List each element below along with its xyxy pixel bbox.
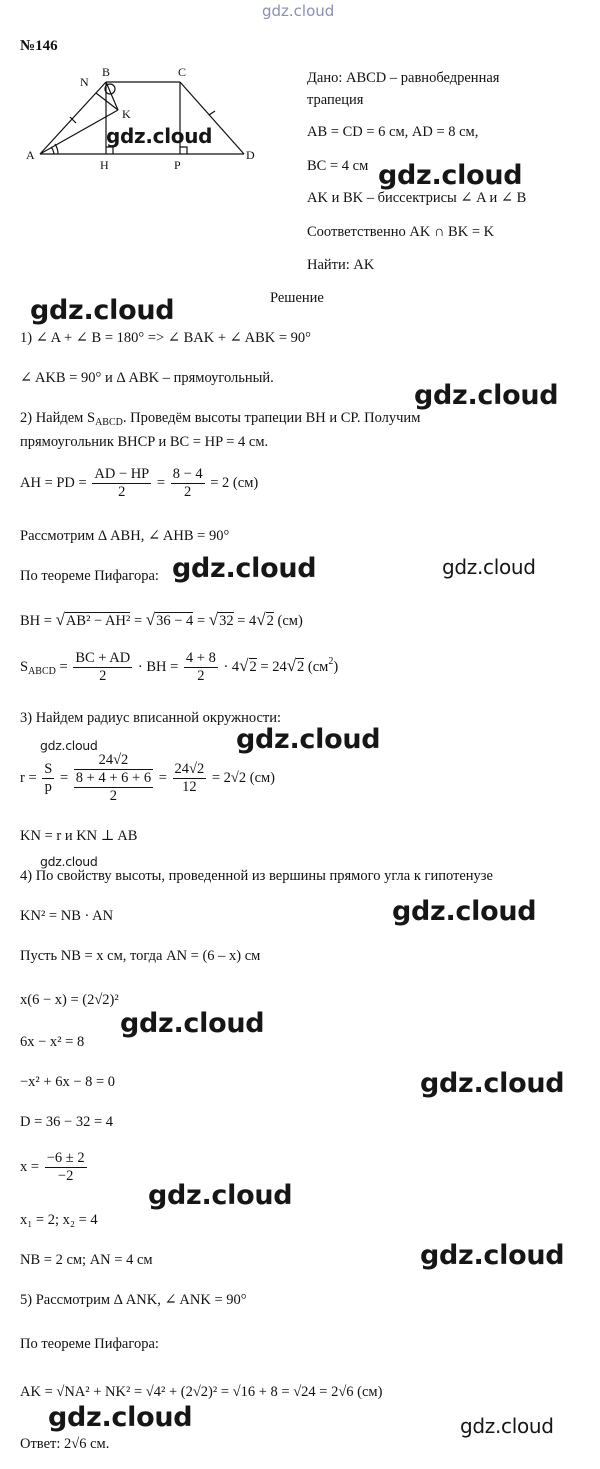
tick-cd	[209, 111, 215, 115]
step-4b: Пусть NB = x см, тогда AN = (6 – x) см	[20, 948, 261, 964]
step-2d: По теореме Пифагора:	[20, 568, 159, 584]
step-3b: KN = r и KN ⊥ AB	[20, 828, 138, 844]
ak-formula: AK = √NA² + NK² = √4² + (2√2)² = √16 + 8 = √24 = 2√6 (см)	[20, 1384, 383, 1400]
step-2b: прямоугольник BHCP и BC = HP = 4 см.	[20, 434, 269, 450]
angle-mark-a2	[55, 144, 58, 154]
given-line-6: Соответственно AK ∩ BK = K	[307, 224, 495, 240]
watermark: gdz.cloud	[420, 1068, 565, 1099]
right-angle-h	[106, 147, 113, 154]
step-4: 4) По свойству высоты, проведенной из вершины прямого угла к гипотенузе	[20, 868, 493, 884]
discriminant: D = 36 − 32 = 4	[20, 1114, 114, 1130]
label-p: P	[174, 158, 181, 172]
given-line-1: Дано: ABCD – равнобедренная	[307, 70, 500, 86]
given-line-4: BC = 4 см	[307, 158, 369, 174]
watermark: gdz.cloud	[48, 1402, 193, 1433]
roots: x₁ = 2; x₂ = 4	[20, 1212, 98, 1228]
equation-2: 6x − x² = 8	[20, 1034, 85, 1050]
step-1b: ∠ AKB = 90° и Δ ABK – прямоугольный.	[20, 370, 274, 386]
label-c: C	[178, 65, 187, 79]
label-b: B	[102, 65, 111, 79]
angle-mark-a	[51, 147, 54, 154]
watermark: gdz.cloud	[148, 1180, 293, 1211]
site-watermark-top: gdz.cloud	[262, 2, 335, 20]
given-line-5: AK и BK – биссектрисы ∠ A и ∠ B	[307, 190, 527, 206]
equation-1: x(6 − x) = (2√2)²	[20, 992, 119, 1008]
kn-equation: KN² = NB · AN	[20, 908, 114, 924]
solution-title: Решение	[270, 290, 324, 306]
watermark: gdz.cloud	[420, 1240, 565, 1271]
watermark: gdz.cloud	[392, 896, 537, 927]
label-h: H	[100, 158, 109, 172]
trapezoid-figure	[18, 62, 268, 172]
watermark: gdz.cloud	[40, 738, 98, 753]
answer: Ответ: 2√6 см.	[20, 1436, 110, 1452]
watermark: gdz.cloud	[236, 724, 381, 755]
step-1a: 1) ∠ A + ∠ B = 180° => ∠ BAK + ∠ ABK = 90°	[20, 330, 311, 346]
label-d: D	[246, 148, 255, 162]
given-line-7: Найти: AK	[307, 257, 375, 273]
ah-formula: AH = PD = $\frac{AD - HP}{2}$ = $\frac{8 - 4}{2}$ = 2 (см)	[20, 466, 259, 500]
label-k: K	[122, 107, 131, 121]
x-formula: x = $\frac{-6 \pm 2}{-2}$	[20, 1150, 85, 1184]
equation-3: −x² + 6x − 8 = 0	[20, 1074, 116, 1090]
watermark: gdz.cloud	[30, 295, 175, 326]
step-5: 5) Рассмотрим Δ ANK, ∠ ANK = 90°	[20, 1292, 247, 1308]
watermark: gdz.cloud	[172, 553, 317, 584]
label-a: A	[26, 148, 35, 162]
watermark: gdz.cloud	[378, 160, 523, 191]
watermark: gdz.cloud	[442, 555, 536, 579]
step-5b: По теореме Пифагора:	[20, 1336, 159, 1352]
watermark: gdz.cloud	[120, 1008, 265, 1039]
step-2a: 2) Найдем $S_{ABCD}$. Проведём высоты трапеции BH и CP. Получим	[20, 410, 421, 428]
step-3: 3) Найдем радиус вписанной окружности:	[20, 710, 282, 726]
watermark: gdz.cloud	[414, 380, 559, 411]
watermark: gdz.cloud	[460, 1414, 554, 1438]
area-formula: $S_{ABCD}$ = $\frac{BC + AD}{2}$ · BH = $\frac{4 + 8}{2}$ · 4√2 = 24√2 $(см^2)$	[20, 650, 339, 684]
label-n: N	[80, 75, 89, 89]
side-ab	[40, 82, 106, 154]
nb-an-values: NB = 2 см; AN = 4 см	[20, 1252, 153, 1268]
given-line-2: трапеция	[307, 92, 364, 108]
problem-number: №146	[20, 38, 58, 54]
given-line-3: AB = CD = 6 см, AD = 8 см,	[307, 124, 479, 140]
bh-formula: BH = √AB² − AH² = √36 − 4 = √32 = 4√2 (см)	[20, 610, 303, 629]
watermark: gdz.cloud	[40, 854, 98, 869]
watermark: gdz.cloud	[106, 124, 213, 148]
right-angle-p	[180, 147, 187, 154]
step-2c: Рассмотрим Δ ABH, ∠ AHB = 90°	[20, 528, 230, 544]
radius-formula: r = $\frac{S}{p}$ = 24√2 8 + 4 + 6 + 6 2 = $\frac{24√2}{12}$ = 2√2 (см)	[20, 752, 276, 804]
